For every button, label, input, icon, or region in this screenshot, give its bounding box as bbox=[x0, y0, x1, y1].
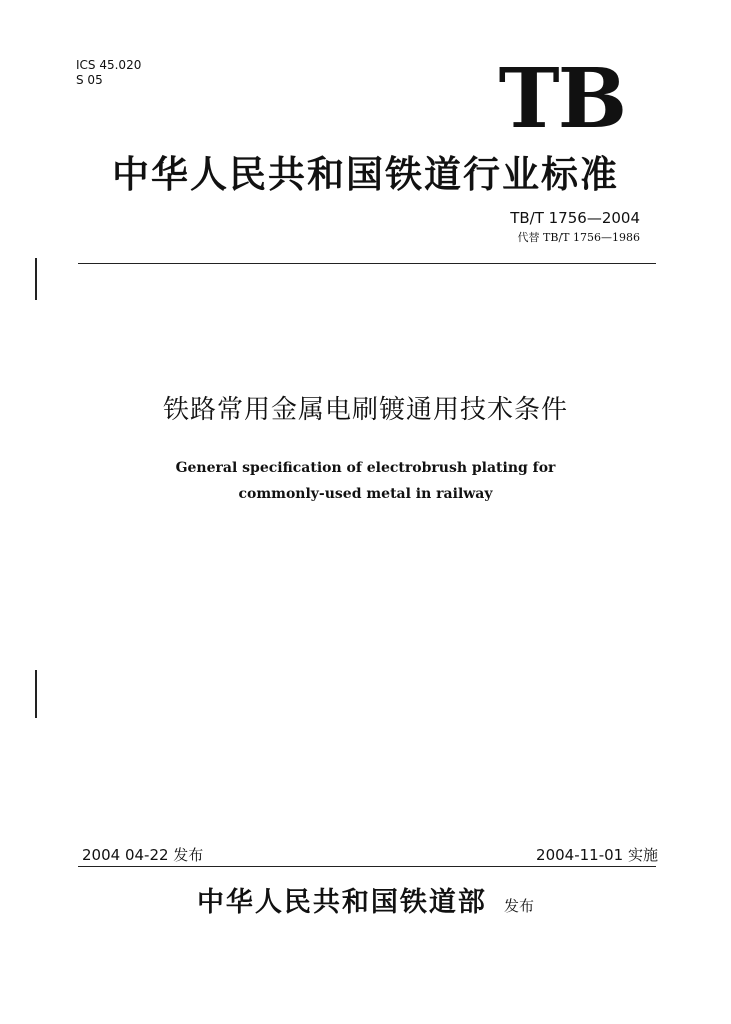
margin-mark-upper bbox=[35, 258, 37, 300]
margin-mark-lower bbox=[35, 670, 37, 718]
english-title-line-1: General specification of electrobrush plating for bbox=[175, 460, 556, 476]
tb-logo: TB bbox=[498, 51, 625, 147]
replaces-standard: 代替 TB/T 1756—1986 bbox=[517, 231, 640, 244]
category-code: S 05 bbox=[76, 73, 103, 87]
document-title: 铁路常用金属电刷镀通用技术条件 bbox=[162, 395, 568, 425]
organization-title: 中华人民共和国铁道行业标准 bbox=[112, 152, 619, 196]
issue-date: 2004 04-22 发布 bbox=[82, 846, 204, 864]
english-title bbox=[120, 455, 611, 507]
ics-code: ICS 45.020 bbox=[76, 58, 142, 72]
implementation-date: 2004-11-01 实施 bbox=[536, 846, 658, 864]
issuer-name: 中华人民共和国铁道部 bbox=[196, 887, 487, 918]
issuer-line bbox=[120, 883, 611, 926]
english-title-line-2: commonly-used metal in railway bbox=[238, 486, 493, 502]
bottom-divider bbox=[78, 866, 656, 867]
classification-codes bbox=[76, 58, 141, 88]
issuer-action: 发布 bbox=[504, 897, 535, 915]
standard-number: TB/T 1756—2004 bbox=[510, 209, 640, 227]
top-divider bbox=[78, 263, 656, 264]
